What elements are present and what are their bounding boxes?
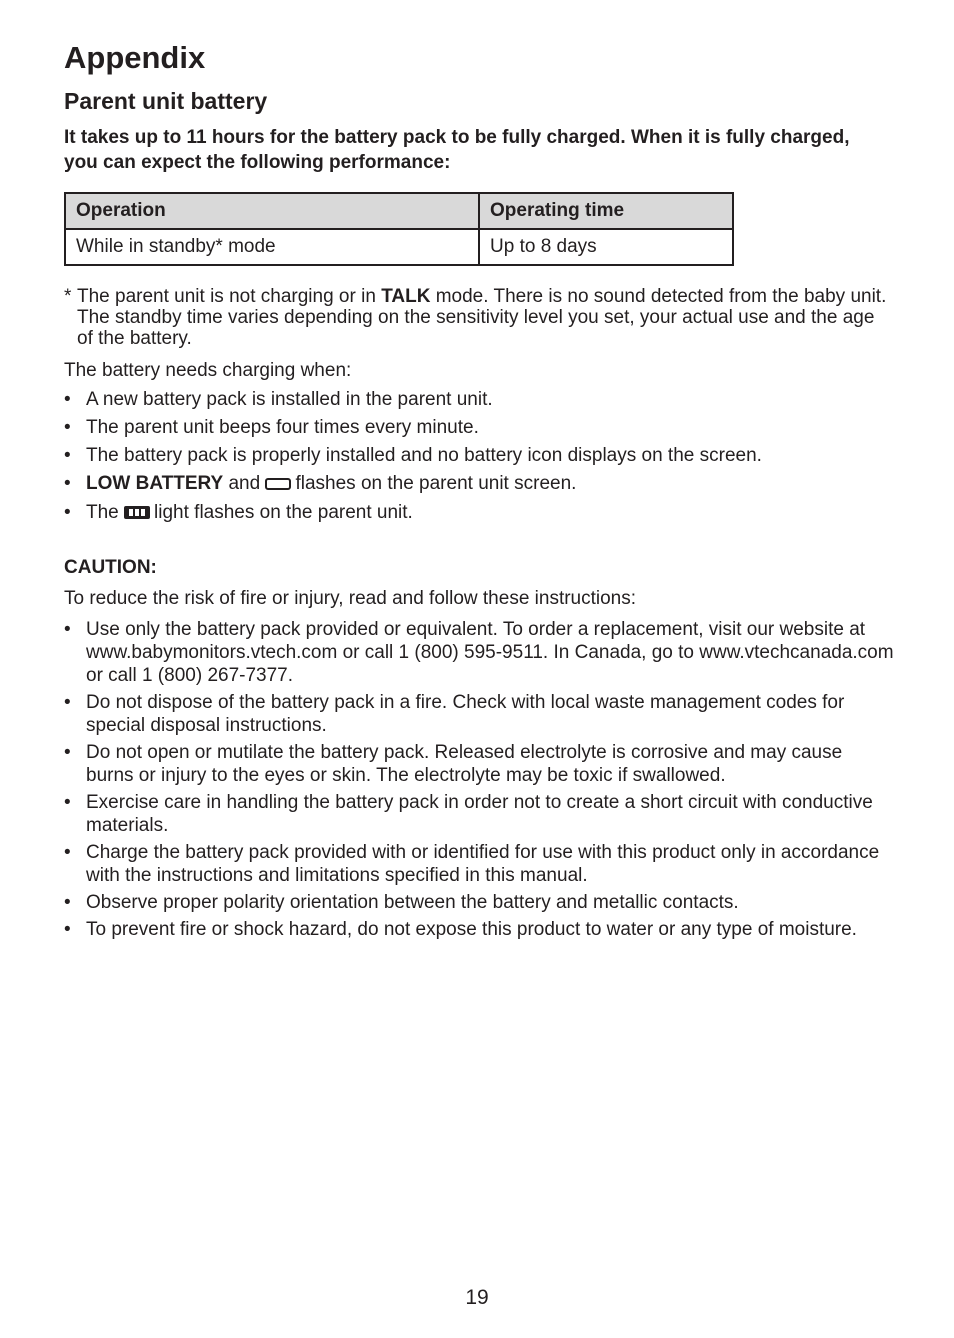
list-item-text: The parent unit beeps four times every minute. xyxy=(86,417,479,438)
table-row xyxy=(65,229,733,265)
page-number: 19 xyxy=(465,1286,489,1309)
charging-conditions-list xyxy=(64,388,894,524)
bullet: • xyxy=(64,692,71,713)
table-cell-operation: While in standby* mode xyxy=(65,229,479,265)
list-item-text: Observe proper polarity orientation between the battery and metallic contacts. xyxy=(86,892,739,913)
list-item-text: flashes on the parent unit screen. xyxy=(295,473,577,494)
section-title: Parent unit battery xyxy=(64,88,268,114)
list-item xyxy=(64,472,894,495)
intro-text: It takes up to 11 hours for the battery pack to be fully charged. When it is fully charged, you can expect the following performance: xyxy=(64,127,850,173)
low-battery-label: LOW BATTERY xyxy=(86,473,224,494)
caution-title: CAUTION: xyxy=(64,557,157,578)
list-item-text: Charge the battery pack provided with or identified for use with this product only in accordance with the instructions and limitations specified in this manual. xyxy=(86,842,880,886)
list-item-text: Do not open or mutilate the battery pack. Released electrolyte is corrosive and may cause burns or injury to the eyes or skin. The electrolyte may be toxic if swallowed. xyxy=(86,742,843,786)
caution-lead: To reduce the risk of fire or injury, read and follow these instructions: xyxy=(64,588,637,609)
bullet: • xyxy=(64,892,71,913)
list-item xyxy=(64,501,894,524)
standby-footnote xyxy=(64,286,894,349)
bullet: • xyxy=(64,417,71,438)
list-item xyxy=(64,416,894,439)
list-item xyxy=(64,691,894,737)
empty-battery-icon xyxy=(265,478,291,490)
performance-table xyxy=(64,192,734,266)
page-title: Appendix xyxy=(64,40,206,75)
bullet: • xyxy=(64,389,71,410)
battery-light-icon xyxy=(124,506,150,519)
list-item xyxy=(64,741,894,787)
table-cell-operating-time: Up to 8 days xyxy=(479,229,733,265)
list-item xyxy=(64,918,894,941)
caution-list xyxy=(64,618,894,941)
bullet: • xyxy=(64,792,71,813)
list-item xyxy=(64,891,894,914)
bullet: • xyxy=(64,742,71,763)
table-header-operating-time: Operating time xyxy=(479,193,733,229)
bullet: • xyxy=(64,445,71,466)
list-item-text: and xyxy=(223,473,266,494)
table-header-operation: Operation xyxy=(65,193,479,229)
list-item-text: The xyxy=(86,502,125,523)
charging-lead: The battery needs charging when: xyxy=(64,360,352,381)
list-item-text: Use only the battery pack provided or equivalent. To order a replacement, visit our website at www.babymonitors.vtech.com or call 1 (800) 595-9511. In Canada, go to www.vtechcanada.com or call 1 (800) 267-7377. xyxy=(86,619,894,686)
bullet: • xyxy=(64,502,71,523)
list-item-text: The battery pack is properly installed and no battery icon displays on the screen. xyxy=(86,445,762,466)
footnote-talk-label: TALK xyxy=(381,286,431,307)
list-item-text: light flashes on the parent unit. xyxy=(154,502,413,523)
bullet: • xyxy=(64,619,71,640)
bullet: • xyxy=(64,919,71,940)
list-item xyxy=(64,388,894,411)
footnote-text-post: mode. There is no sound detected from the baby unit. The standby time varies depending on the sensitivity level you set, your actual use and the age of the battery. xyxy=(77,286,887,349)
bullet: • xyxy=(64,842,71,863)
list-item xyxy=(64,791,894,837)
bullet: • xyxy=(64,473,71,494)
list-item xyxy=(64,841,894,887)
list-item-text: To prevent fire or shock hazard, do not expose this product to water or any type of moisture. xyxy=(86,919,857,940)
list-item-text: Do not dispose of the battery pack in a fire. Check with local waste management codes for special disposal instructions. xyxy=(86,692,845,736)
footnote-text-pre: The parent unit is not charging or in xyxy=(77,286,382,307)
list-item xyxy=(64,444,894,467)
table-header-row xyxy=(65,193,733,229)
list-item-text: A new battery pack is installed in the parent unit. xyxy=(86,389,493,410)
list-item-text: Exercise care in handling the battery pack in order not to create a short circuit with conductive materials. xyxy=(86,792,873,836)
list-item xyxy=(64,618,894,687)
footnote-asterisk: * xyxy=(64,286,72,307)
